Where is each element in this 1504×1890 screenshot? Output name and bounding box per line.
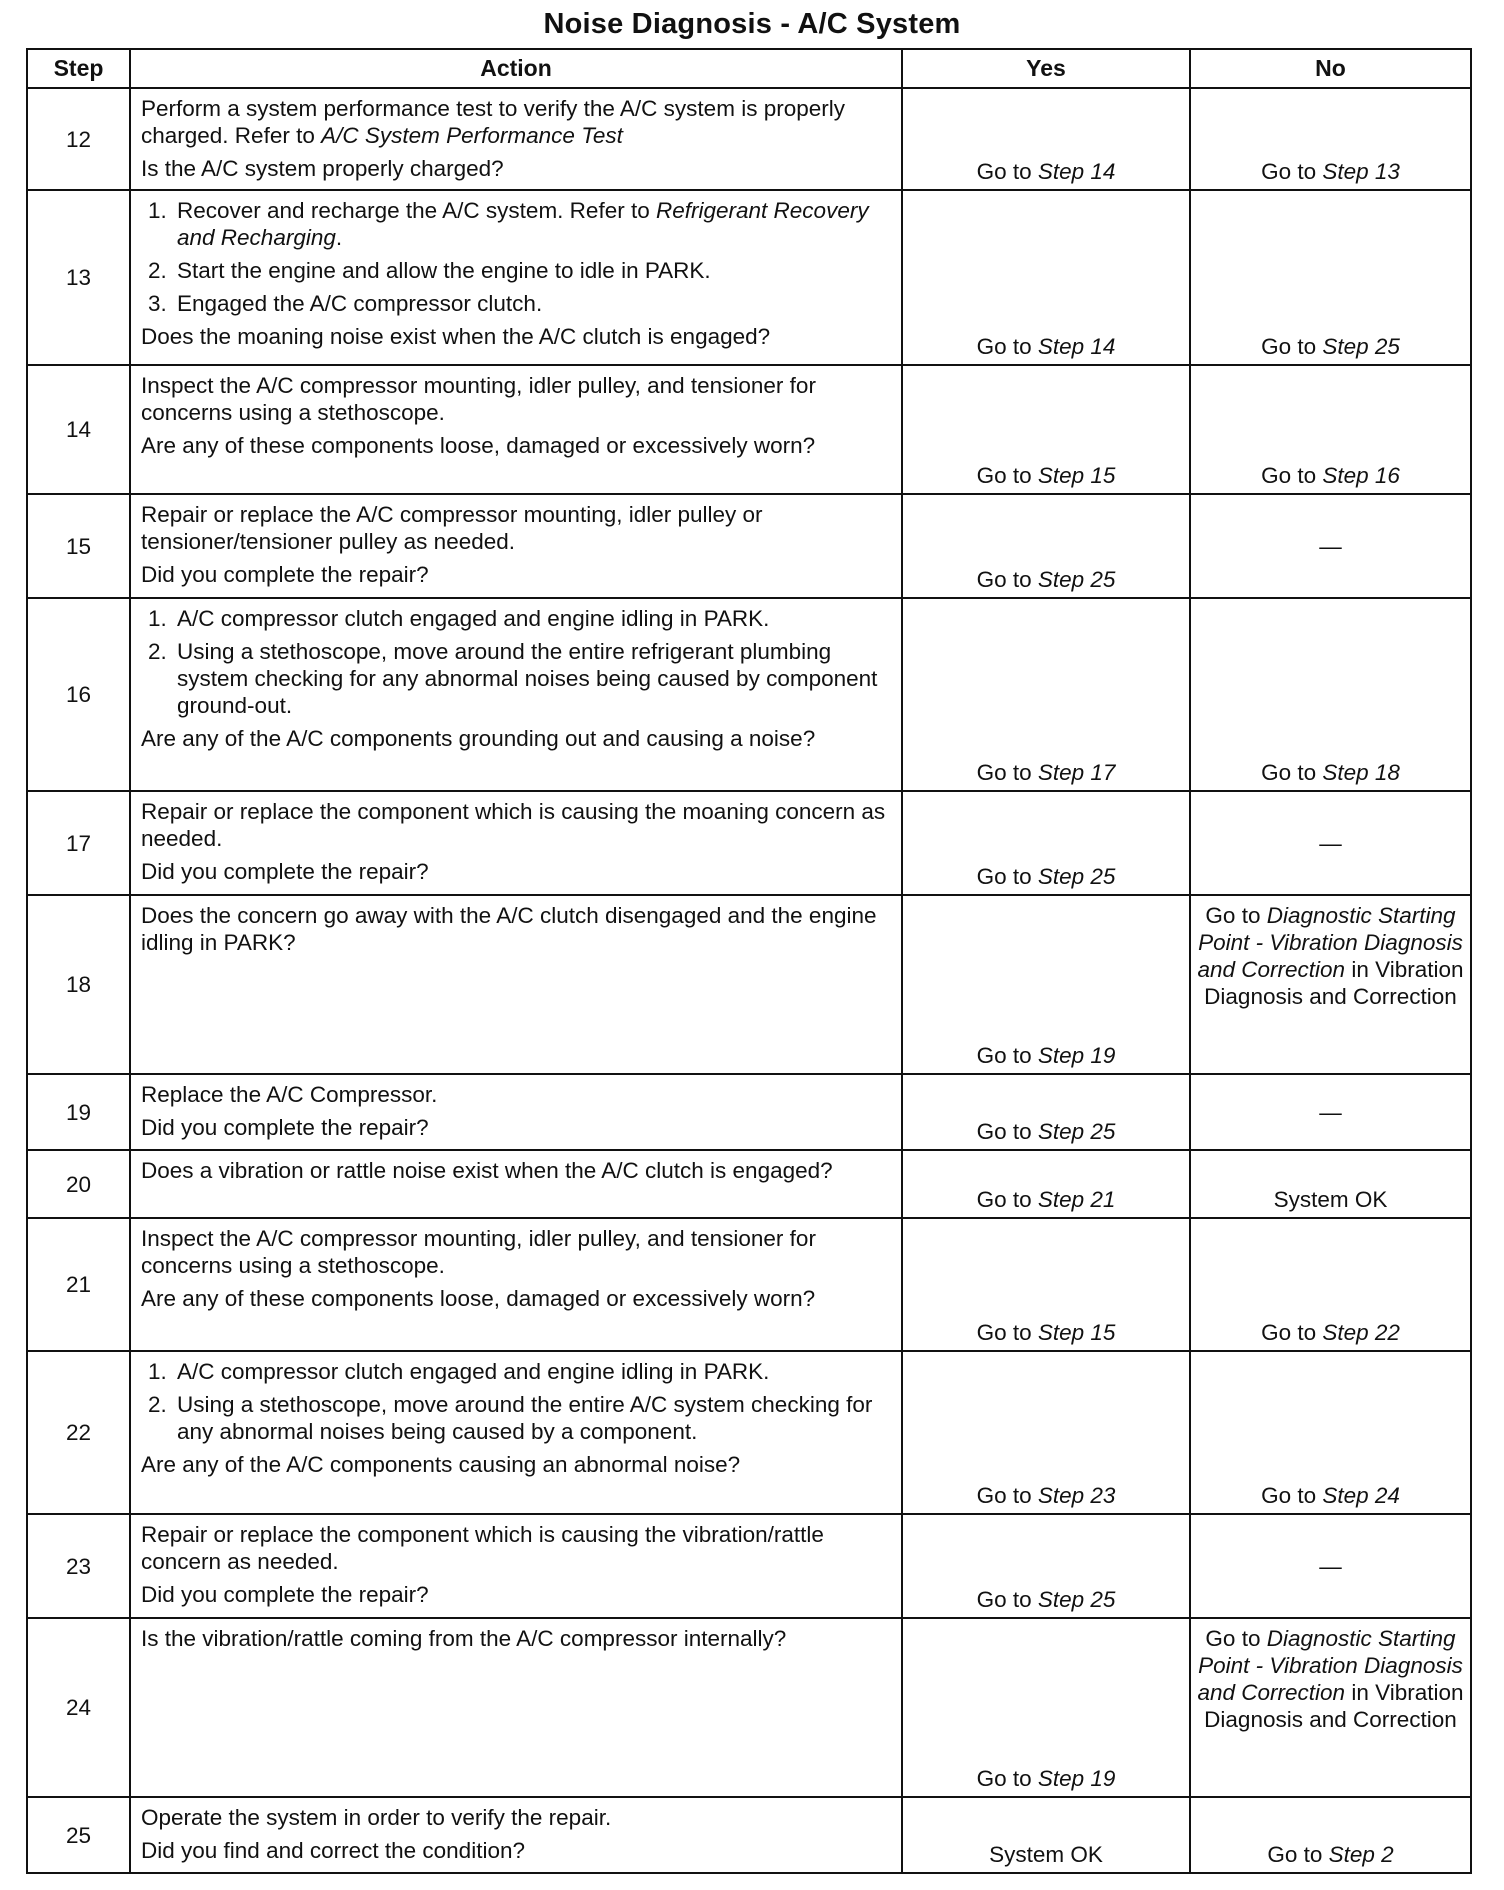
yes-step-reference: Step 15 — [1037, 1320, 1116, 1345]
yes-step-reference: Step 23 — [1037, 1483, 1116, 1508]
no-cell: — — [1190, 1074, 1471, 1150]
action-cell — [130, 365, 902, 494]
yes-cell: Go to Step 14 — [902, 190, 1190, 365]
no-cell: Go to Step 25 — [1190, 190, 1471, 365]
action-text: Perform a system performance test to verify the A/C system is properly charged. Refer to A/C System Performance Test — [141, 96, 845, 148]
no-step-reference: Step 13 — [1322, 159, 1400, 184]
table-row — [27, 494, 1471, 598]
action-question: Are any of the A/C components causing an abnormal noise? — [141, 1452, 741, 1477]
yes-step-reference: Step 17 — [1037, 760, 1116, 785]
action-cell — [130, 88, 902, 190]
no-cell: Go to Diagnostic Starting Point - Vibration Diagnosis and Correction in Vibration Diagnosis and Correction — [1190, 1618, 1471, 1797]
yes-cell: Go to Step 25 — [902, 494, 1190, 598]
action-steps-list — [141, 605, 891, 719]
no-cell: Go to Step 24 — [1190, 1351, 1471, 1514]
no-cell: System OK — [1190, 1150, 1471, 1218]
yes-cell: Go to Step 25 — [902, 791, 1190, 895]
no-step-reference: Step 2 — [1328, 1842, 1394, 1867]
step-number: 12 — [27, 88, 130, 190]
step-number: 19 — [27, 1074, 130, 1150]
action-text: Does a vibration or rattle noise exist when the A/C clutch is engaged? — [141, 1158, 833, 1183]
step-number: 15 — [27, 494, 130, 598]
header-yes: Yes — [902, 49, 1190, 88]
step-number: 13 — [27, 190, 130, 365]
step-number: 25 — [27, 1797, 130, 1873]
yes-cell: Go to Step 25 — [902, 1514, 1190, 1618]
step-number: 20 — [27, 1150, 130, 1218]
no-cell: Go to Step 2 — [1190, 1797, 1471, 1873]
list-item: 1. A/C compressor clutch engaged and engine idling in PARK. — [173, 605, 891, 632]
action-text: Inspect the A/C compressor mounting, idler pulley, and tensioner for concerns using a stethoscope. — [141, 1226, 816, 1278]
list-item: 2. Start the engine and allow the engine to idle in PARK. — [173, 257, 891, 284]
yes-step-reference: Step 14 — [1037, 159, 1116, 184]
action-text: Repair or replace the A/C compressor mounting, idler pulley or tensioner/tensioner pulley as needed. — [141, 502, 763, 554]
action-text: Does the concern go away with the A/C clutch disengaged and the engine idling in PARK? — [141, 903, 877, 955]
yes-step-reference: Step 25 — [1037, 864, 1116, 889]
table-row — [27, 190, 1471, 365]
action-cell — [130, 1797, 902, 1873]
action-text: Repair or replace the component which is causing the vibration/rattle concern as needed. — [141, 1522, 824, 1574]
action-question: Did you complete the repair? — [141, 1115, 429, 1140]
yes-step-reference: Step 15 — [1037, 463, 1116, 488]
list-item: 3. Engaged the A/C compressor clutch. — [173, 290, 891, 317]
action-text: Inspect the A/C compressor mounting, idler pulley, and tensioner for concerns using a stethoscope. — [141, 373, 816, 425]
yes-cell: Go to Step 25 — [902, 1074, 1190, 1150]
yes-cell: Go to Step 23 — [902, 1351, 1190, 1514]
yes-cell: System OK — [902, 1797, 1190, 1873]
list-item: 1. A/C compressor clutch engaged and engine idling in PARK. — [173, 1358, 891, 1385]
action-cell — [130, 1150, 902, 1218]
table-row — [27, 1618, 1471, 1797]
no-step-reference: Step 22 — [1322, 1320, 1400, 1345]
action-reference: A/C System Performance Test — [321, 123, 623, 148]
no-cell: Go to Step 13 — [1190, 88, 1471, 190]
no-step-reference: Step 25 — [1322, 334, 1400, 359]
no-doc-reference: Diagnostic Starting Point - Vibration Diagnosis and Correction — [1197, 903, 1463, 982]
step-number: 17 — [27, 791, 130, 895]
action-text: Replace the A/C Compressor. — [141, 1082, 438, 1107]
no-cell: Go to Diagnostic Starting Point - Vibration Diagnosis and Correction in Vibration Diagnosis and Correction — [1190, 895, 1471, 1074]
action-text: Is the vibration/rattle coming from the A/C compressor internally? — [141, 1626, 787, 1651]
action-cell — [130, 1618, 902, 1797]
table-row — [27, 791, 1471, 895]
action-question: Did you complete the repair? — [141, 1582, 429, 1607]
action-text: Operate the system in order to verify the repair. — [141, 1805, 612, 1830]
action-cell — [130, 1351, 902, 1514]
yes-step-reference: Step 14 — [1037, 334, 1116, 359]
yes-cell: Go to Step 19 — [902, 895, 1190, 1074]
yes-cell: Go to Step 17 — [902, 598, 1190, 791]
no-cell: — — [1190, 791, 1471, 895]
table-row — [27, 88, 1471, 190]
step-number: 21 — [27, 1218, 130, 1351]
table-row — [27, 365, 1471, 494]
table-row — [27, 1218, 1471, 1351]
no-cell: Go to Step 22 — [1190, 1218, 1471, 1351]
header-step: Step — [27, 49, 130, 88]
action-cell — [130, 190, 902, 365]
table-row — [27, 895, 1471, 1074]
no-step-reference: Step 24 — [1322, 1483, 1400, 1508]
action-question: Are any of these components loose, damaged or excessively worn? — [141, 1286, 816, 1311]
step-number: 14 — [27, 365, 130, 494]
action-cell — [130, 494, 902, 598]
action-question: Is the A/C system properly charged? — [141, 156, 504, 181]
action-cell — [130, 1074, 902, 1150]
action-cell — [130, 791, 902, 895]
action-question: Did you complete the repair? — [141, 562, 429, 587]
step-number: 22 — [27, 1351, 130, 1514]
yes-cell: Go to Step 15 — [902, 365, 1190, 494]
step-number: 18 — [27, 895, 130, 1074]
action-steps-list — [141, 1358, 891, 1445]
no-step-reference: Step 18 — [1322, 760, 1400, 785]
action-cell — [130, 895, 902, 1074]
yes-step-reference: Step 25 — [1037, 1587, 1116, 1612]
table-row — [27, 598, 1471, 791]
list-item: 2. Using a stethoscope, move around the entire refrigerant plumbing system checking for any abnormal noises being caused by component ground-out. — [173, 638, 891, 719]
step-number: 23 — [27, 1514, 130, 1618]
yes-step-reference: Step 25 — [1037, 567, 1116, 592]
yes-step-reference: Step 21 — [1037, 1187, 1116, 1212]
no-cell: Go to Step 16 — [1190, 365, 1471, 494]
yes-step-reference: Step 19 — [1037, 1766, 1116, 1791]
table-row — [27, 1797, 1471, 1873]
yes-cell: Go to Step 15 — [902, 1218, 1190, 1351]
table-row — [27, 1074, 1471, 1150]
action-question: Are any of these components loose, damaged or excessively worn? — [141, 433, 816, 458]
action-cell — [130, 1514, 902, 1618]
page-title: Noise Diagnosis - A/C System — [543, 8, 961, 40]
yes-cell: Go to Step 14 — [902, 88, 1190, 190]
yes-cell: Go to Step 21 — [902, 1150, 1190, 1218]
action-question: Did you complete the repair? — [141, 859, 429, 884]
table-row — [27, 1351, 1471, 1514]
table-row — [27, 1514, 1471, 1618]
yes-cell: Go to Step 19 — [902, 1618, 1190, 1797]
diagnosis-table — [26, 48, 1472, 1874]
list-item: 2. Using a stethoscope, move around the entire A/C system checking for any abnormal noises being caused by a component. — [173, 1391, 891, 1445]
no-cell: — — [1190, 1514, 1471, 1618]
action-question: Does the moaning noise exist when the A/C clutch is engaged? — [141, 324, 771, 349]
action-question: Are any of the A/C components grounding out and causing a noise? — [141, 726, 816, 751]
no-step-reference: Step 16 — [1322, 463, 1400, 488]
no-cell: — — [1190, 494, 1471, 598]
step-number: 16 — [27, 598, 130, 791]
no-doc-reference: Diagnostic Starting Point - Vibration Diagnosis and Correction — [1197, 1626, 1463, 1705]
yes-step-reference: Step 19 — [1037, 1043, 1116, 1068]
action-cell — [130, 598, 902, 791]
action-reference: Refrigerant Recovery and Recharging — [177, 198, 869, 250]
action-text: Repair or replace the component which is causing the moaning concern as needed. — [141, 799, 886, 851]
step-number: 24 — [27, 1618, 130, 1797]
list-item: 1. Recover and recharge the A/C system. Refer to Refrigerant Recovery and Recharging. — [173, 197, 891, 251]
yes-step-reference: Step 25 — [1037, 1119, 1116, 1144]
no-cell: Go to Step 18 — [1190, 598, 1471, 791]
header-no: No — [1190, 49, 1471, 88]
action-steps-list — [141, 197, 891, 317]
header-action: Action — [130, 49, 902, 88]
table-header-row — [27, 49, 1471, 88]
action-question: Did you find and correct the condition? — [141, 1838, 525, 1863]
table-row — [27, 1150, 1471, 1218]
action-cell — [130, 1218, 902, 1351]
